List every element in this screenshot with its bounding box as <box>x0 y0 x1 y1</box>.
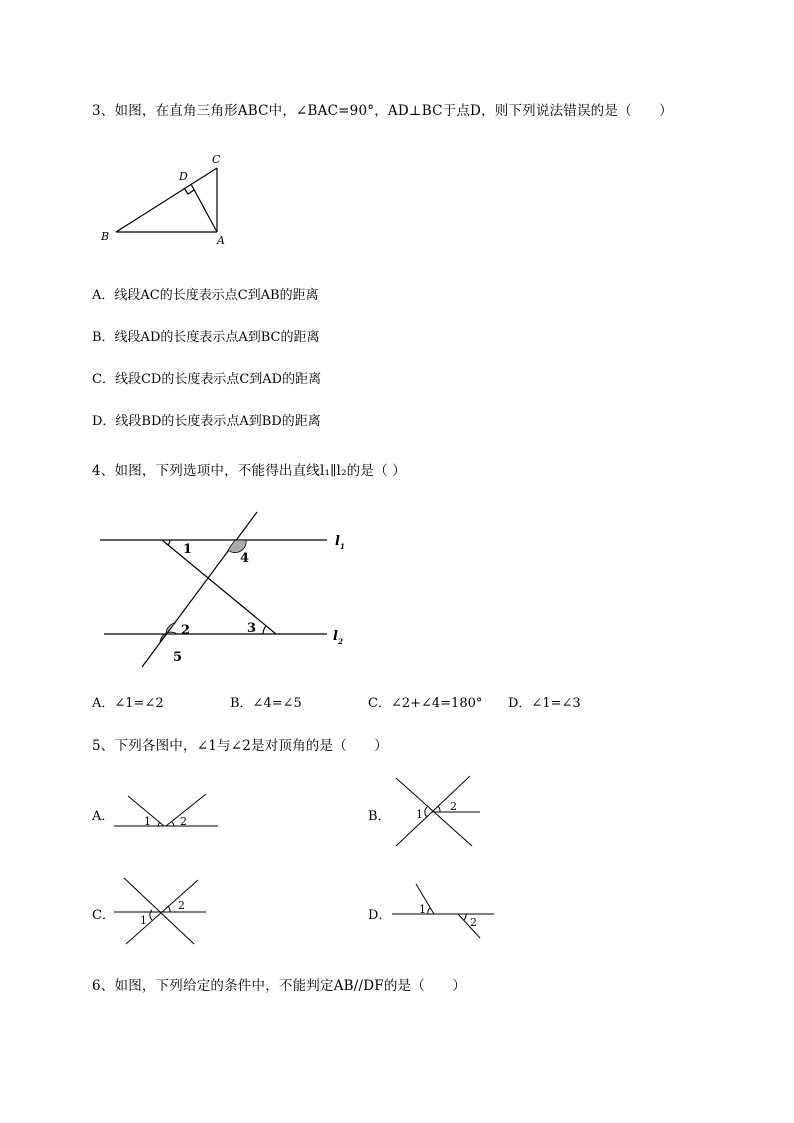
q5-option-c-figure[interactable] <box>114 876 214 946</box>
q5c-angle-1: 1 <box>140 914 147 927</box>
segment-bc <box>116 168 217 232</box>
q5a-angle-1: 1 <box>144 815 151 828</box>
q4-option-b[interactable]: B．∠4=∠5 <box>230 696 302 711</box>
q5-option-a-label[interactable]: A． <box>92 809 115 824</box>
q5-option-b-label[interactable]: B． <box>368 809 391 824</box>
q4-option-d[interactable]: D．∠1=∠3 <box>508 696 581 711</box>
triangle-abc-figure <box>95 150 235 250</box>
label-c: C <box>212 153 221 166</box>
angle-4-label: 4 <box>240 551 250 566</box>
l2-label: $l_2$ <box>333 629 343 646</box>
q5d-angle-2: 2 <box>470 916 477 929</box>
angle-2-label: 2 <box>181 623 191 638</box>
q5-option-d-label[interactable]: D． <box>368 908 392 923</box>
angle-5-label: 5 <box>173 650 183 665</box>
angle-2-5-shade <box>160 623 177 642</box>
angle-1-arc <box>168 540 170 545</box>
q3-option-b[interactable]: B．线段AD的长度表示点A到BC的距离 <box>92 330 320 345</box>
question-5-stem: 5、下列各图中，∠1与∠2是对顶角的是（ ） <box>92 738 388 754</box>
q5b-angle-1: 1 <box>416 808 423 821</box>
q3-option-c[interactable]: C．线段CD的长度表示点C到AD的距离 <box>92 372 322 387</box>
angle-3-label: 3 <box>247 621 257 636</box>
label-b: B <box>101 230 110 243</box>
question-6-stem: 6、如图，下列给定的条件中，不能判定AB//DF的是（ ） <box>92 978 467 994</box>
label-d: D <box>179 170 188 183</box>
question-4-stem: 4、如图，下列选项中，不能得出直线l₁∥l₂的是（ ） <box>92 463 406 479</box>
q3-option-d[interactable]: D．线段BD的长度表示点A到BD的距离 <box>92 414 321 429</box>
angle-1-label: 1 <box>183 542 193 557</box>
transversal-2 <box>162 540 276 634</box>
q4-option-a[interactable]: A．∠1=∠2 <box>92 696 164 711</box>
q5-option-a-figure[interactable] <box>114 790 224 830</box>
parallel-lines-figure <box>100 510 360 675</box>
transversal-1 <box>142 512 257 667</box>
angle-3-arc <box>263 626 266 634</box>
right-angle-mark <box>184 188 194 194</box>
q5-option-b-figure[interactable] <box>392 774 487 849</box>
question-3-stem: 3、如图，在直角三角形ABC中，∠BAC=90°，AD⊥BC于点D，则下列说法错误的是（ ） <box>92 103 673 119</box>
q4-option-c[interactable]: C．∠2+∠4=180° <box>368 696 483 711</box>
q5a-angle-2: 2 <box>180 815 187 828</box>
q5-option-c-label[interactable]: C． <box>92 908 115 923</box>
q5-option-d-figure[interactable] <box>392 882 507 942</box>
label-a: A <box>217 234 225 247</box>
q3-option-a[interactable]: A．线段AC的长度表示点C到AB的距离 <box>92 288 319 303</box>
segment-ad <box>191 184 217 232</box>
q5b-angle-2: 2 <box>450 800 457 813</box>
l1-label: $l_1$ <box>335 534 345 551</box>
q5c-angle-2: 2 <box>178 899 185 912</box>
q5d-angle-1: 1 <box>419 903 426 916</box>
